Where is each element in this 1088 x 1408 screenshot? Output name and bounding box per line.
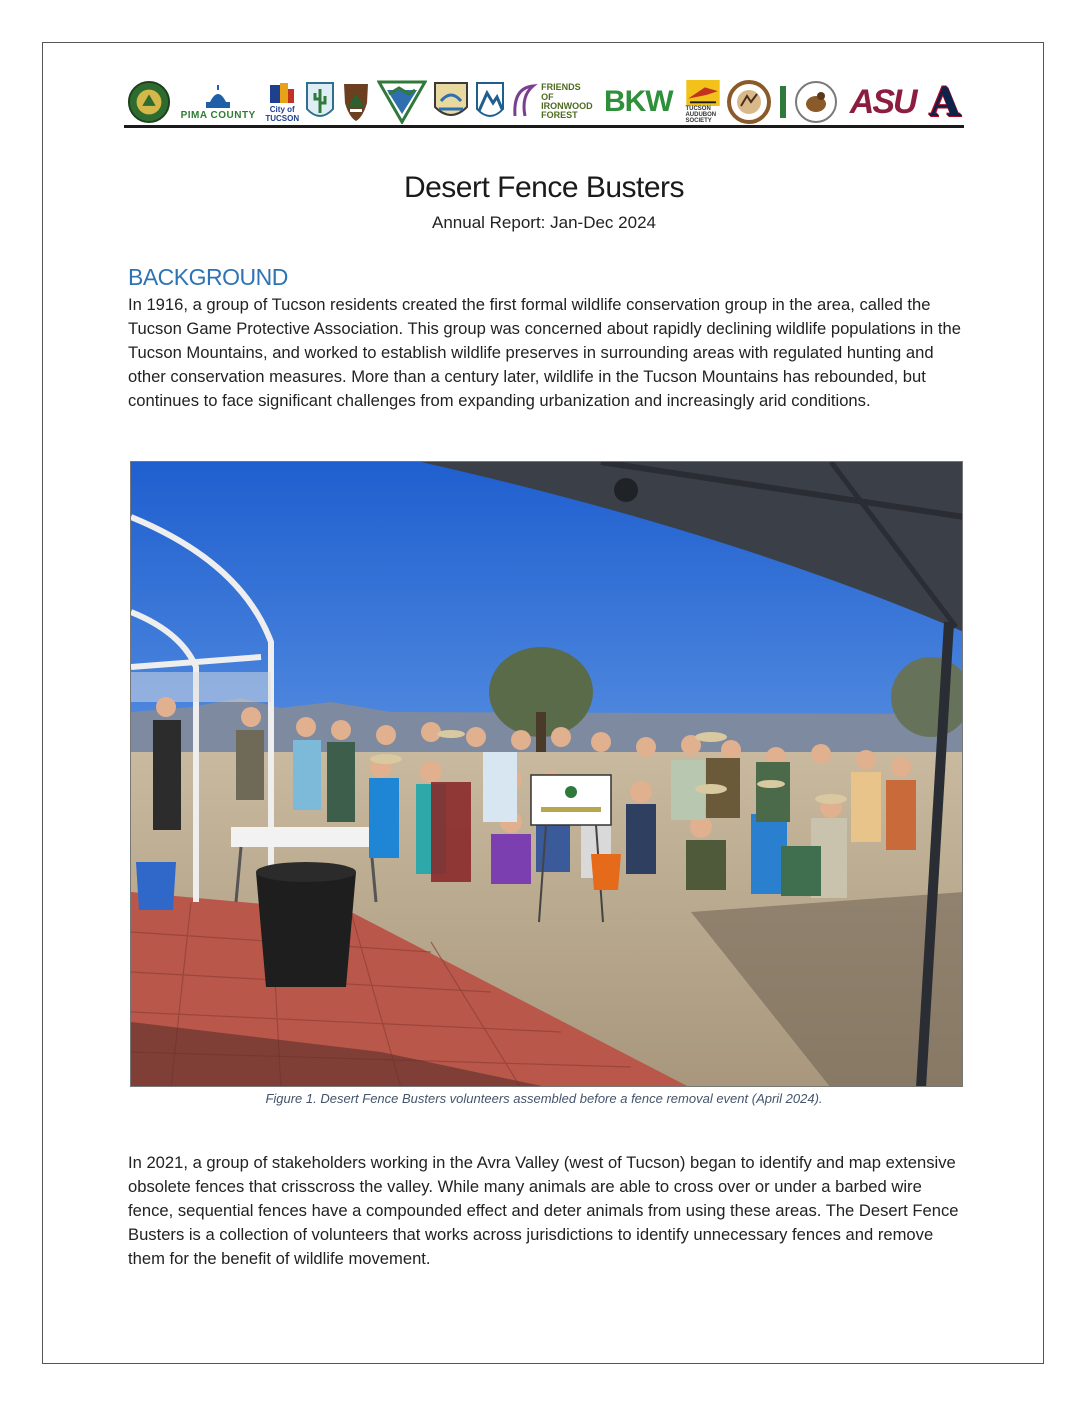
friends-of-ironwood-forest-logo <box>511 80 591 124</box>
asu-logo <box>844 82 921 122</box>
conservation-seal-logo <box>127 80 171 124</box>
university-of-arizona-logo <box>927 80 963 124</box>
tucson-audubon-label: TUCSON AUDUBON SOCIETY <box>685 106 717 124</box>
friends-of-ironwood-forest-label: FRIENDS OF IRONWOOD FOREST <box>541 82 593 121</box>
background-paragraph-1: In 1916, a group of Tucson residents created the first formal wildlife conservation group in the area, called the Tucson Game Protective Association. This group was concerned about rapidly declining wildlife populations in the Tucson Mountains, and worked to establish wildlife preserves in surrounding areas with regulated hunting and other conservation measures. More than a century later, wildlife in the Tucson Mountains has rebounded, but continues to face significant challenges from expanding urbanization and increasingly arid conditions. <box>128 295 961 410</box>
bkw-logo <box>597 80 679 124</box>
tucson-label-top: City of <box>269 105 295 114</box>
background-paragraph-2: In 2021, a group of stakeholders working in the Avra Valley (west of Tucson) began to identify and map extensive obsolete fences that crisscross the valley. While many animals are able to cross over or under a barbed wire fence, sequential fences have a compounded effect and deter animals from using these areas. The Desert Fence Busters is a collection of volunteers that works across jurisdictions to identify unnecessary fences and remove them for the benefit of wildlife movement. <box>128 1153 959 1268</box>
tucson-label-bottom: TUCSON <box>265 114 300 123</box>
small-emblem-logo <box>777 82 788 122</box>
mountain-shield-logo <box>475 80 505 124</box>
quail-seal-logo <box>794 80 838 124</box>
document-subtitle: Annual Report: Jan-Dec 2024 <box>432 213 656 232</box>
national-park-service-arrowhead-icon <box>341 80 371 124</box>
bkw-label: BKW <box>603 85 673 118</box>
wildlife-federation-seal-logo <box>727 80 771 124</box>
asu-label: ASU <box>849 82 916 121</box>
pima-county-label: PIMA COUNTY <box>180 109 256 121</box>
partner-logo-strip <box>127 78 963 126</box>
header-rule <box>124 125 964 128</box>
figure-caption: Figure 1. Desert Fence Busters volunteers assembled before a fence removal event (April 2024). <box>265 1091 823 1106</box>
university-of-arizona-label: A <box>929 78 961 126</box>
city-of-tucson-logo <box>265 80 299 124</box>
fish-and-wildlife-service-logo <box>433 80 469 124</box>
background-heading: BACKGROUND <box>128 264 288 290</box>
saguaro-shield-logo <box>305 80 335 124</box>
blm-logo <box>377 80 427 124</box>
pima-county-logo <box>177 79 259 125</box>
tucson-audubon-logo <box>685 80 721 124</box>
document-title: Desert Fence Busters <box>403 171 685 204</box>
volunteers-group-photo <box>130 461 963 1087</box>
